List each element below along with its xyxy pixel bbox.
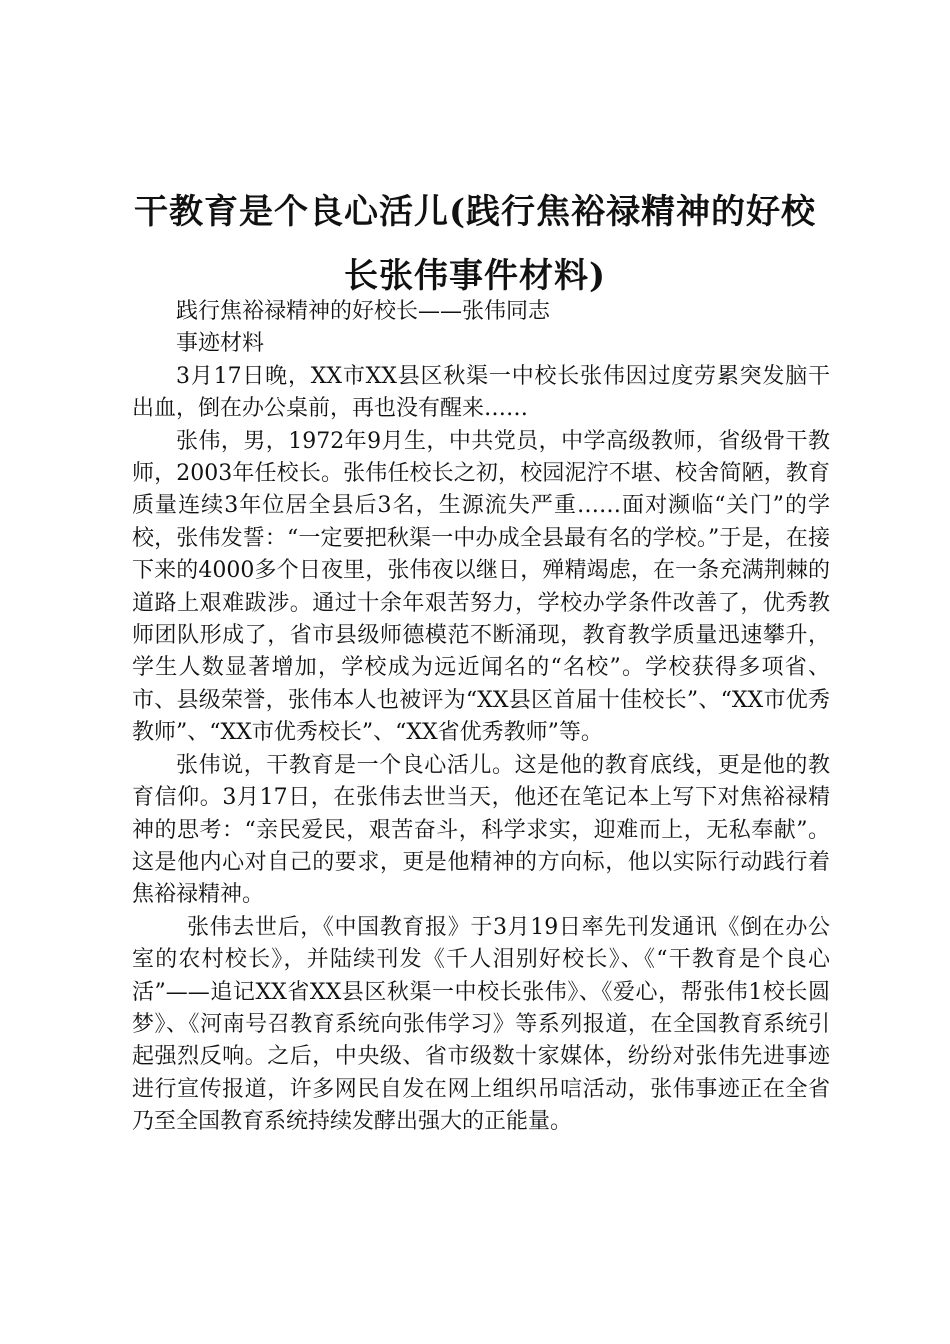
paragraph-4: 张伟去世后，《中国教育报》于3月19日率先刊发通讯《倒在办公室的农村校长》，并陆续刊发《千人泪别好校长》、《“干教育是个良心活”——追记XX省XX县区秋渠一中校长张伟》、《爱心，帮张伟1校长圆梦》、《河南号召教育系统向张伟学习》等系列报道，在全国教育系统引起强烈反响。之后，中央级、省市级数十家媒体，纷纷对张伟先进事迹进行宣传报道，许多网民自发在网上组织吊唁活动，张伟事迹正在全省乃至全国教育系统持续发酵出强大的正能量。	[132, 914, 830, 1135]
subtitle-line-1: 践行焦裕禄精神的好校长——张伟同志	[176, 299, 551, 324]
subtitle-line-2: 事迹材料	[176, 331, 265, 357]
paragraph-2: 张伟，男，1972年9月生，中共党员，中学高级教师，省级骨干教师，2003年任校长。张伟任校长之初，校园泥泞不堪、校舍简陋，教育质量连续3年位居全县后3名，生源流失严重……面对濒临“关门”的学校，张伟发誓：“一定要把秋渠一中办成全县最有名的学校。”于是，在接下来的4000多个日夜里，张伟夜以继日，殚精竭虑，在一条充满荆棘的道路上艰难跋涉。通过十余年艰苦努力，学校办学条件改善了，优秀教师团队形成了，省市县级师德模范不断涌现，教育教学质量迅速攀升，学生人数显著增加，学校成为远近闻名的“名校”。学校获得多项省、市、县级荣誉，张伟本人也被评为“XX县区首届十佳校长”、“XX市优秀教师”、“XX市优秀校长”、“XX省优秀教师”等。	[132, 428, 830, 746]
document-body	[132, 296, 830, 1139]
paragraph-3: 张伟说，干教育是一个良心活儿。这是他的教育底线，更是他的教育信仰。3月17日，在张伟去世当天，他还在笔记本上写下对焦裕禄精神的思考：“亲民爱民，艰苦奋斗，科学求实，迎难而上，无私奉献”。这是他内心对自己的要求，更是他精神的方向标，他以实际行动践行着焦裕禄精神。	[132, 752, 830, 908]
document-title: 干教育是个良心活儿(践行焦裕禄精神的好校长张伟事件材料)	[133, 192, 817, 296]
paragraph-1: 3月17日晚，XX市XX县区秋渠一中校长张伟因过度劳累突发脑干出血，倒在办公桌前，再也没有醒来……	[132, 363, 830, 422]
